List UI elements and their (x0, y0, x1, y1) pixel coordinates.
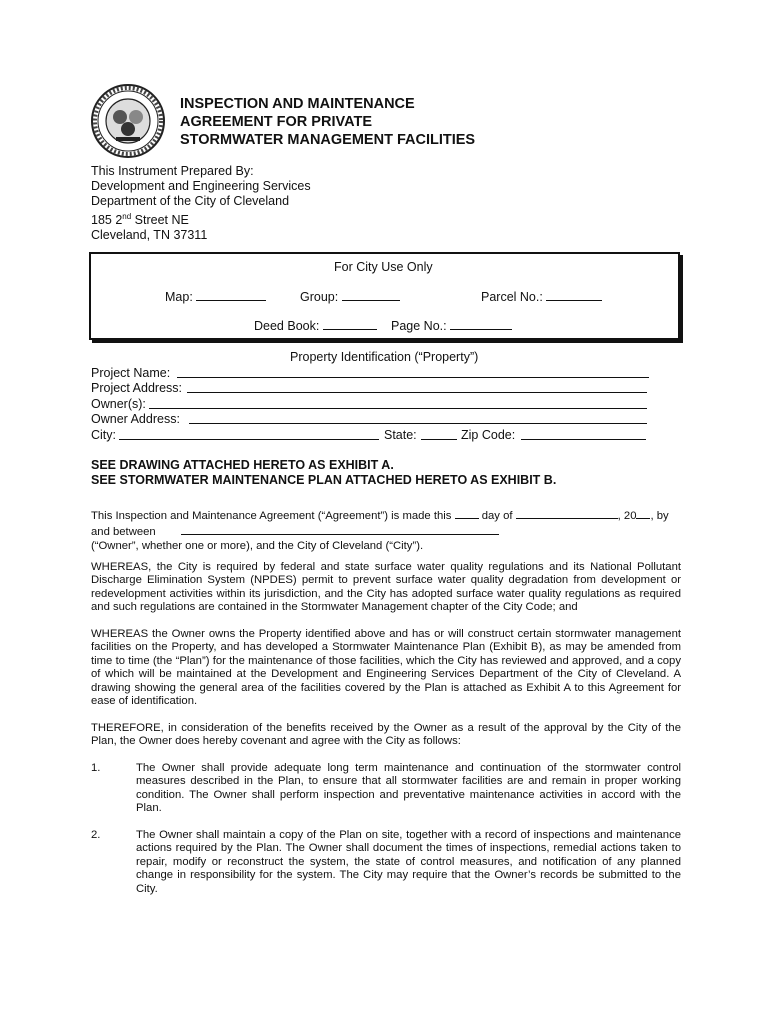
owners-line[interactable] (149, 408, 647, 409)
city-use-heading: For City Use Only (334, 260, 433, 274)
title-line-3: STORMWATER MANAGEMENT FACILITIES (180, 132, 476, 148)
item-1-number: 1. (91, 762, 101, 774)
property-heading: Property Identification (“Property”) (290, 350, 479, 364)
street-number: 185 2 (91, 213, 123, 228)
parcel-blank[interactable] (546, 289, 602, 301)
project-name-label: Project Name: (91, 366, 171, 380)
item-2-number: 2. (91, 829, 101, 841)
state-label: State: (384, 428, 417, 442)
agreement-intro (91, 507, 681, 553)
city-use-box (89, 252, 680, 340)
intro-text-b: day of (481, 510, 513, 522)
zip-line[interactable] (521, 439, 646, 440)
intro-text-c: , 20 (617, 510, 637, 522)
owner-address-label: Owner Address: (91, 412, 180, 426)
intro-text-f: (“Owner”, whether one or more), and the City of Cleveland (“City”). (91, 539, 424, 552)
street-name: Street NE (131, 213, 189, 228)
title-line-1: INSPECTION AND MAINTENANCE (180, 96, 415, 112)
page-no-label: Page No.: (391, 319, 447, 333)
prepared-by-line-5: Cleveland, TN 37311 (91, 228, 208, 243)
prepared-by-block (91, 164, 311, 243)
group-field[interactable] (300, 289, 400, 304)
prepared-by-line-3: Department of the City of Cleveland (91, 194, 290, 208)
document-title (180, 95, 475, 149)
exhibits-block (91, 458, 556, 488)
prepared-by-line-2: Development and Engineering Services (91, 179, 311, 193)
item-1-text: The Owner shall provide adequate long term maintenance and continuation of the stormwater control measures described in the Plan, to ensure that all stormwater facilities are and remain in proper working condition. The Owner shall perform inspection and preventative maintenance activities in accord with the Plan. (136, 762, 681, 815)
state-line[interactable] (421, 439, 457, 440)
therefore-paragraph: THEREFORE, in consideration of the benefits received by the Owner as a result of the approval by the City of the Plan, the Owner does hereby covenant and agree with the City as follows: (91, 722, 681, 748)
title-line-2: AGREEMENT FOR PRIVATE (180, 114, 372, 130)
prepared-by-line-1: This Instrument Prepared By: (91, 164, 254, 178)
deed-book-label: Deed Book: (254, 319, 320, 333)
group-blank[interactable] (342, 289, 400, 301)
whereas-paragraph-1: WHEREAS, the City is required by federal and state surface water quality regulations and its National Pollutant Discharge Elimination System (NPDES) permit to prevent surface water quality degradation from development or redevelopment activities within its jurisdiction, and the City has adopted surface water quality regulations as required and such regulations are contained in the Stormwater Management chapter of the City Code; and (91, 561, 681, 614)
parcel-field[interactable] (481, 289, 602, 304)
intro-text-e: and between (91, 526, 156, 539)
page-no-field[interactable] (391, 318, 512, 333)
whereas-paragraph-2: WHEREAS the Owner owns the Property identified above and has or will construct certain stormwater management facilities on the Property, and has developed a Stormwater Maintenance Plan (Exhibit B), as may be amended from time to time (the “Plan”) for the maintenance of those facilities, which the City has reviewed and approved, and a copy of which will be maintained at the Development and Engineering Services Department of the City of Cleveland. A drawing showing the general area of the facilities covered by the Plan is attached as Exhibit A to this Agreement for ease of identification. (91, 628, 681, 708)
project-name-line[interactable] (177, 377, 649, 378)
zip-label: Zip Code: (461, 428, 516, 442)
month-blank[interactable] (516, 507, 618, 519)
street-suffix: nd (122, 212, 132, 221)
intro-text-d: , by (650, 510, 669, 522)
prepared-by-line-4 (91, 209, 311, 228)
map-field[interactable] (165, 289, 266, 304)
page-no-blank[interactable] (450, 318, 512, 330)
owner-address-line[interactable] (189, 423, 647, 424)
map-blank[interactable] (196, 289, 266, 301)
city-label: City: (91, 428, 116, 442)
map-label: Map: (165, 290, 193, 304)
project-address-line[interactable] (187, 392, 647, 393)
project-address-label: Project Address: (91, 381, 183, 395)
year-blank[interactable] (636, 507, 650, 519)
owners-label: Owner(s): (91, 397, 146, 411)
intro-text-a: This Inspection and Maintenance Agreement (“Agreement”) is made this (91, 510, 452, 522)
group-label: Group: (300, 290, 339, 304)
deed-book-blank[interactable] (323, 318, 377, 330)
deed-book-field[interactable] (254, 318, 377, 333)
city-line[interactable] (119, 439, 379, 440)
item-2-text: The Owner shall maintain a copy of the Plan on site, together with a record of inspections and maintenance actions required by the Plan. The Owner shall document the times of inspections, remedial actions taken to repair, modify or reconstruct the system, the state of control measures, and notification of any planned change in responsibility for the system. The City may require that the Owner’s records be submitted to the City. (136, 829, 681, 895)
day-blank[interactable] (455, 507, 479, 519)
parcel-label: Parcel No.: (481, 290, 543, 304)
exhibit-a: SEE DRAWING ATTACHED HERETO AS EXHIBIT A. (91, 458, 394, 472)
owner-name-blank[interactable] (181, 523, 499, 535)
city-seal (90, 83, 166, 159)
exhibit-b: SEE STORMWATER MAINTENANCE PLAN ATTACHED HERETO AS EXHIBIT B. (91, 473, 557, 487)
